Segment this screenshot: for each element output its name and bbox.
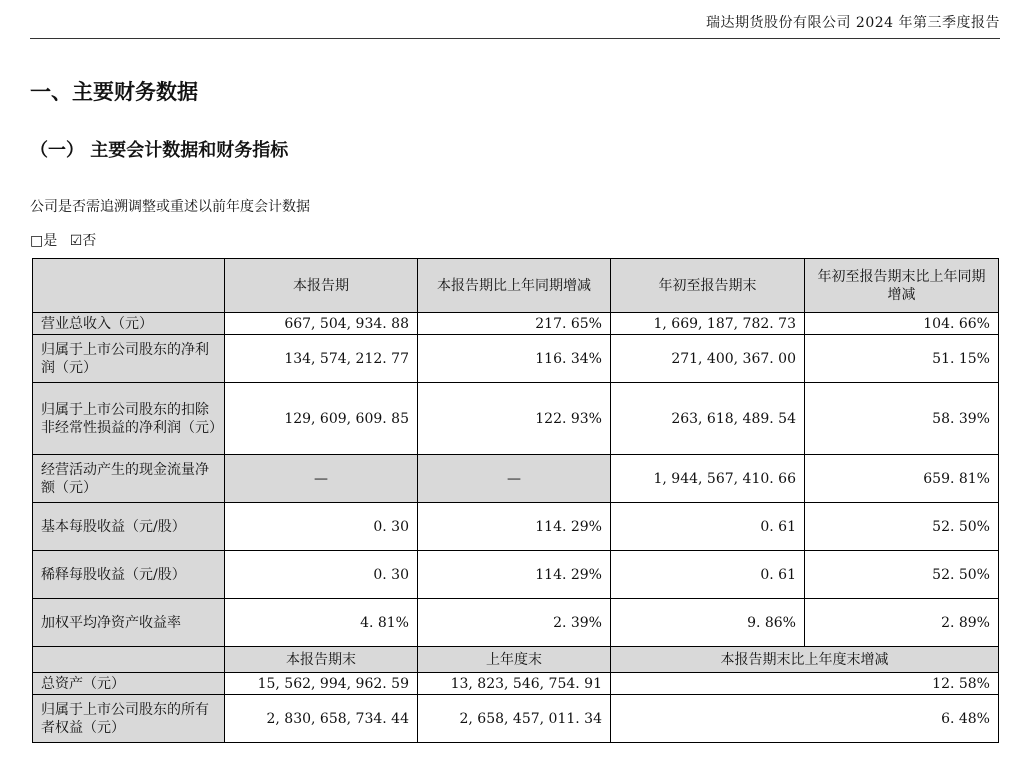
table-cell: —: [225, 455, 418, 503]
table-cell: 263, 618, 489. 54: [611, 383, 805, 455]
table-cell: 13, 823, 546, 754. 91: [418, 673, 611, 695]
table-cell: 659. 81%: [805, 455, 999, 503]
table-row: [33, 455, 999, 503]
table-cell: 4. 81%: [225, 599, 418, 647]
table-header-cell: 年初至报告期末比上年同期增减: [805, 259, 999, 313]
table-cell: 58. 39%: [805, 383, 999, 455]
table-cell: 0. 61: [611, 503, 805, 551]
row-label: 基本每股收益（元/股）: [33, 503, 225, 551]
table-cell: 104. 66%: [805, 313, 999, 335]
row-label: 经营活动产生的现金流量净额（元）: [33, 455, 225, 503]
table-row: [33, 599, 999, 647]
table-cell: 116. 34%: [418, 335, 611, 383]
table-cell: 1, 944, 567, 410. 66: [611, 455, 805, 503]
page-header: 瑞达期货股份有限公司 2024 年第三季度报告: [705, 15, 1000, 31]
table-header-cell: 本报告期末比上年度末增减: [611, 647, 999, 673]
table-cell: 129, 609, 609. 85: [225, 383, 418, 455]
row-label: 营业总收入（元）: [33, 313, 225, 335]
table-row: [33, 695, 999, 743]
section-title: 一、主要财务数据: [30, 80, 198, 104]
table-header-cell: 本报告期比上年同期增减: [418, 259, 611, 313]
table-header-row: [33, 647, 999, 673]
option-no-checkbox: ☑否: [69, 233, 97, 249]
option-yes-checkbox: □是: [30, 233, 58, 249]
table-cell: 0. 61: [611, 551, 805, 599]
table-cell: 6. 48%: [611, 695, 999, 743]
table-row: [33, 551, 999, 599]
table-cell: 2, 830, 658, 734. 44: [225, 695, 418, 743]
row-label: 归属于上市公司股东的净利润（元）: [33, 335, 225, 383]
table-cell: 15, 562, 994, 962. 59: [225, 673, 418, 695]
table-header-cell: 本报告期: [225, 259, 418, 313]
table-cell: 52. 50%: [805, 551, 999, 599]
table-cell: 2. 39%: [418, 599, 611, 647]
table-cell: 114. 29%: [418, 503, 611, 551]
table-cell: —: [418, 455, 611, 503]
table-cell: 12. 58%: [611, 673, 999, 695]
table-row: [33, 313, 999, 335]
header-blank-cell: [33, 259, 225, 313]
table-cell: 114. 29%: [418, 551, 611, 599]
table-header-cell: 上年度末: [418, 647, 611, 673]
table-cell: 1, 669, 187, 782. 73: [611, 313, 805, 335]
header-divider: [30, 38, 1000, 39]
row-label: 归属于上市公司股东的所有者权益（元）: [33, 695, 225, 743]
header-blank-cell: [33, 647, 225, 673]
table-row: [33, 503, 999, 551]
table-cell: 667, 504, 934. 88: [225, 313, 418, 335]
table-cell: 51. 15%: [805, 335, 999, 383]
table-cell: 217. 65%: [418, 313, 611, 335]
row-label: 总资产（元）: [33, 673, 225, 695]
restatement-question: 公司是否需追溯调整或重述以前年度会计数据: [30, 199, 310, 215]
financial-data-table: [32, 258, 999, 743]
table-cell: 2. 89%: [805, 599, 999, 647]
table-cell: 134, 574, 212. 77: [225, 335, 418, 383]
table-cell: 0. 30: [225, 503, 418, 551]
table-cell: 271, 400, 367. 00: [611, 335, 805, 383]
subsection-title: （一） 主要会计数据和财务指标: [30, 140, 289, 161]
table-header-cell: 年初至报告期末: [611, 259, 805, 313]
table-header-row: [33, 259, 999, 313]
row-label: 稀释每股收益（元/股）: [33, 551, 225, 599]
restatement-options: [30, 230, 104, 250]
table-header-cell: 本报告期末: [225, 647, 418, 673]
table-cell: 2, 658, 457, 011. 34: [418, 695, 611, 743]
table-cell: 0. 30: [225, 551, 418, 599]
table-row: [33, 335, 999, 383]
table-cell: 9. 86%: [611, 599, 805, 647]
row-label: 归属于上市公司股东的扣除非经常性损益的净利润（元）: [33, 383, 225, 455]
table-row: [33, 383, 999, 455]
row-label: 加权平均净资产收益率: [33, 599, 225, 647]
table-cell: 52. 50%: [805, 503, 999, 551]
table-row: [33, 673, 999, 695]
table-cell: 122. 93%: [418, 383, 611, 455]
